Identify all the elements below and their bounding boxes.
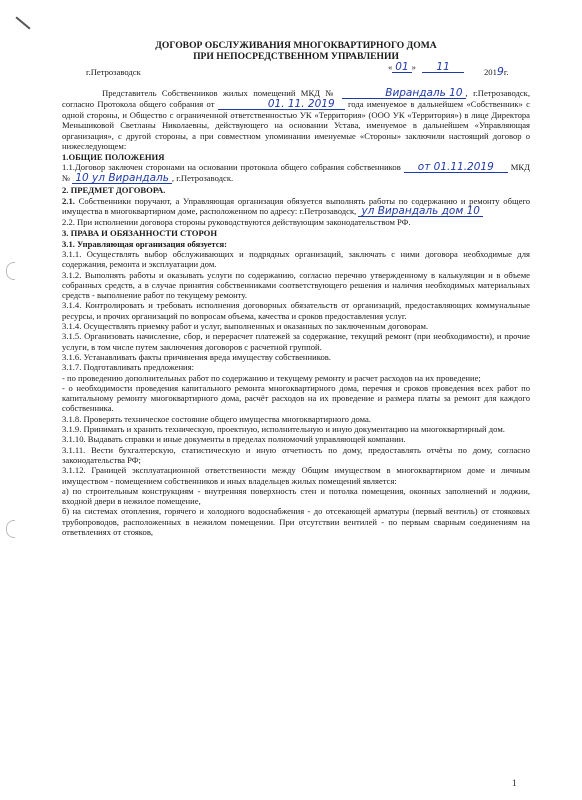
title-line-2: ПРИ НЕПОСРЕДСТВЕННОМ УПРАВЛЕНИИ — [193, 51, 399, 62]
document-body — [62, 40, 530, 537]
section-2-paragraph-1: 2.1. Собственники поручают, а Управляющая организация обязуется выполнять работы по содержанию и ремонту общего имущества в многоквартирном доме, расположенном по адресу: г.Петрозаводск, ул Вирандаль дом 10 — [62, 195, 530, 218]
section-3-subheading: 3.1. Управляющая организация обязуется: — [62, 238, 228, 249]
clause-item: 3.1.9. Принимать и хранить техническую, проектную, исполнительную и иную документацию на многоквартирный дом. — [62, 424, 505, 435]
handwritten-address-2: 10 ул Вирандаль — [72, 173, 172, 184]
clause-item: 3.1.4. Контролировать и требовать исполнения договорных обязательств от организаций, предоставляющих коммунальные ресурсы, и прочих организаций по вопросам объема, качества и сроков предоставления услуг. — [62, 300, 530, 321]
clause-item: б) на системах отопления, горячего и холодного водоснабжения - до отсекающей арматуры (первый вентиль) от стояковых трубопроводов, расположенных в нежилом помещении. При отсутствии вентилей - по первым сварным соединениям на ответвлениях от стояков, — [62, 506, 530, 537]
clause-item: 3.1.2. Выполнять работы и оказывать услуги по содержанию, согласно перечню утвержденному в калькуляции и в объеме собранных средств, а в случае принятия собственниками соответствующего решения и наличия необходимых материальных средств - выполнение работ по текущему ремонту. — [62, 269, 530, 301]
page-number: 1 — [512, 778, 517, 788]
place-date-row — [62, 61, 530, 78]
section-1-heading: 1.ОБЩИЕ ПОЛОЖЕНИЯ — [62, 152, 165, 163]
punch-hole-mark — [6, 262, 15, 280]
handwritten-year-digit: 9 — [496, 65, 504, 78]
clause-item: 3.1.7. Подготавливать предложения: — [62, 362, 194, 373]
clause-item: 3.1.12. Границей эксплуатационной ответственности между Общим имуществом в многоквартирном доме и личным имуществом - помещением собственников и иных владельцев жилых помещений является: — [62, 465, 530, 486]
intro-paragraph: Представитель Собственников жилых помещений МКД № Вирандаль 10 , г.Петрозаводск, согласно Протокола общего собрания от 01. 11. 2019 года именуемое в дальнейшем «Собственник» с одной стороны, и Общество с ограниченной ответственностью УК «Территория» (ООО УК «Территория») в лице Директора Меньшиковой Светланы Николаевны, действующего на основании Устава, именуемое в дальнейшем «Управляющая организация», с другой стороны, а при совместном упоминании именуемые «Стороны» заключили настоящий договор о нижеследующем: — [62, 87, 531, 151]
title-line-1: ДОГОВОР ОБСЛУЖИВАНИЯ МНОГОКВАРТИРНОГО ДОМА — [155, 40, 437, 51]
section-2-paragraph-2: 2.2. При исполнении договора стороны руководствуются действующим законодательством РФ. — [62, 217, 411, 228]
clause-item: 3.1.6. Устанавливать факты причинения вреда имуществу собственников. — [62, 351, 331, 362]
clause-item: - о необходимости проведения капитального ремонта многоквартирного дома, перечня и сроков проведения всех работ по капитальному ремонту многоквартирного дома, расчёт расходов на их проведение и размера платы за ремонт для каждого собственника. — [62, 382, 530, 414]
handwritten-protocol-date: 01. 11. 2019 — [218, 99, 345, 110]
handwritten-address: Вирандаль 10 — [342, 88, 465, 99]
handwritten-address-3: ул Вирандаль дом 10 — [358, 206, 483, 217]
section-2-heading: 2. ПРЕДМЕТ ДОГОВОРА. — [62, 185, 166, 196]
handwritten-month: 11 — [422, 62, 463, 73]
clause-item: 3.1.5. Организовать начисление, сбор, и перерасчет платежей за содержание, текущий ремонт (при необходимости), и прочие услуги, в том числе путем заключения договоров с расчетной группой. — [62, 331, 530, 352]
section-3-heading: 3. ПРАВА И ОБЯЗАННОСТИ СТОРОН — [62, 228, 218, 239]
contract-date: « 01 » 11 — [388, 62, 464, 73]
clause-item: 3.1.10. Выдавать справки и иные документы в пределах полномочий управляющей компании. — [62, 434, 406, 445]
clause-item: 3.1.11. Вести бухгалтерскую, статистическую и иную отчетность по дому, предоставлять отчёты по дому, согласно законодательства РФ; — [62, 444, 530, 465]
document-title — [62, 40, 530, 62]
city-label: г.Петрозаводск — [86, 67, 141, 77]
clause-item: а) по строительным конструкциям - внутренняя поверхность стен и потолка помещения, оконных заполнений и лоджии, входной двери в нежилое помещение, — [62, 485, 530, 507]
punch-hole-mark — [6, 520, 15, 538]
clause-item: 3.1.1. Осуществлять выбор обслуживающих и подрядных организаций, заключать с ними договора необходимые для содержания, ремонта и эксплуатации дом. — [62, 248, 530, 270]
handwritten-day: 01 — [392, 62, 411, 73]
clause-item: - по проведению дополнительных работ по содержанию и текущему ремонту и расчет расходов на их проведение; — [62, 372, 481, 383]
clause-item: 3.1.8. Проверять техническое состояние общего имущества многоквартирного дома. — [62, 413, 371, 424]
handwritten-protocol-date-2: от 01.11.2019 — [404, 162, 508, 173]
contract-year: 2019г. — [484, 65, 509, 78]
clause-item: 3.1.4. Осуществлять приемку работ и услуг, выполненных и оказанных по заключенным договорам. — [62, 321, 429, 332]
pen-mark — [15, 16, 30, 29]
section-1-paragraph: 1.1.Договор заключен сторонами на основании протокола общего собрания собственников от 01.11.2019 МКД № 10 ул Вирандаль , г.Петрозаводск. — [62, 161, 530, 185]
